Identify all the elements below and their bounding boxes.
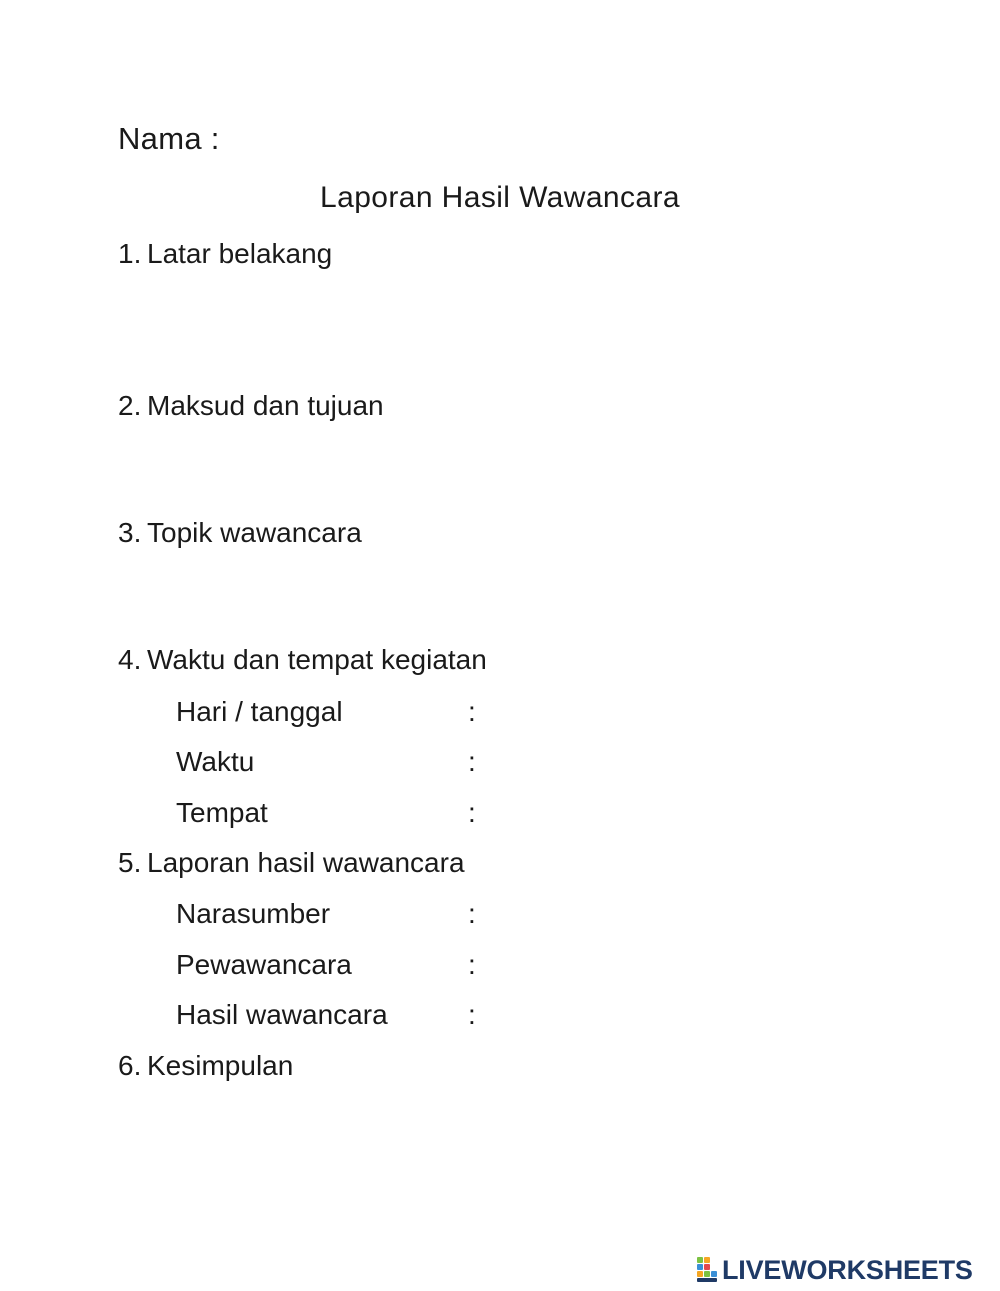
field-label-interviewer: Pewawancara [176, 949, 352, 980]
section-number: 4. [118, 644, 142, 675]
section-number: 1. [118, 238, 142, 269]
page-title: Laporan Hasil Wawancara [320, 181, 680, 214]
field-label-date: Hari / tanggal [176, 696, 343, 727]
section-label: Kesimpulan [147, 1050, 294, 1081]
field-separator: : [468, 746, 476, 777]
field-label-interviewee: Narasumber [176, 898, 331, 929]
section-label: Laporan hasil wawancara [147, 847, 465, 878]
field-separator: : [468, 949, 476, 980]
logo-text: LIVEWORKSHEETS [722, 1254, 973, 1285]
section-label: Waktu dan tempat kegiatan [147, 644, 487, 675]
field-separator: : [468, 696, 476, 727]
section-label: Topik wawancara [147, 517, 362, 548]
field-label-place: Tempat [176, 797, 268, 828]
field-separator: : [468, 999, 476, 1030]
section-number: 6. [118, 1050, 142, 1081]
field-label-result: Hasil wawancara [176, 999, 388, 1030]
section-number: 3. [118, 517, 142, 548]
field-separator: : [468, 898, 476, 929]
section-label: Maksud dan tujuan [147, 390, 384, 421]
field-separator: : [468, 797, 476, 828]
liveworksheets-logo-icon [697, 1257, 719, 1283]
field-label-time: Waktu [176, 746, 255, 777]
section-number: 2. [118, 390, 142, 421]
name-label: Nama : [118, 121, 220, 156]
liveworksheets-logo [697, 1253, 973, 1287]
section-number: 5. [118, 847, 142, 878]
section-label: Latar belakang [147, 238, 333, 269]
